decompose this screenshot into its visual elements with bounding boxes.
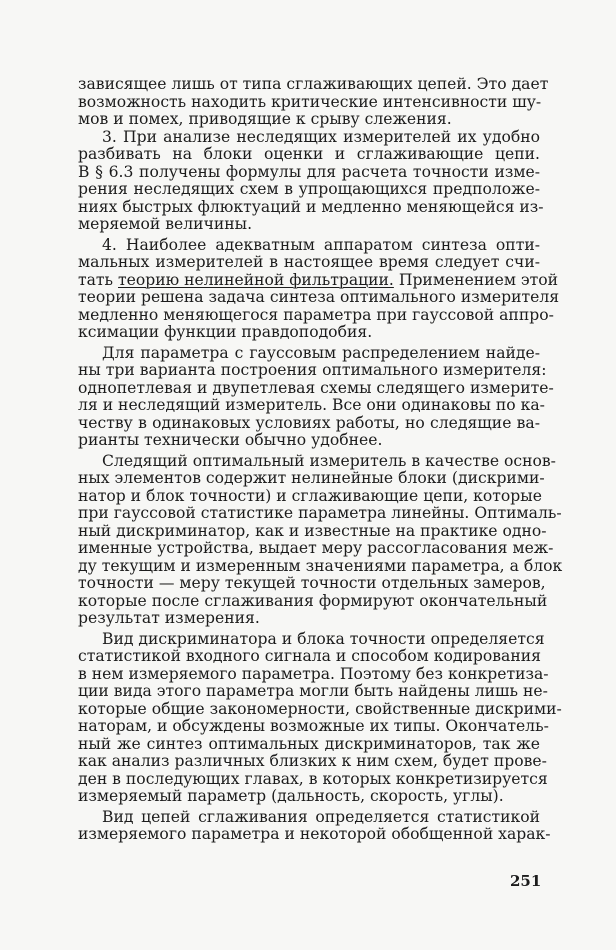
text-line: теории решена задача синтеза оптимального измерителя — [78, 288, 560, 306]
text-line-underlined: тать теорию нелинейной фильтрации. Применением этой — [78, 270, 559, 289]
text-line: при гауссовой статистике параметра линейны. Оптималь- — [78, 504, 562, 522]
paragraph-5 — [78, 451, 563, 628]
text-line: Вид дискриминатора и блока точности определяется — [102, 629, 545, 648]
text-line: в нем измеряемого параметра. Поэтому без конкретиза- — [78, 664, 549, 683]
text-line: натор и блок точности) и сглаживающие цепи, которые — [78, 486, 542, 505]
text-line: однопетлевая и двупетлевая схемы следящего измерите- — [78, 378, 554, 397]
text-line: статистикой входного сигнала и способом кодирования — [78, 647, 541, 665]
text-line: ду текущим и измеренным значениями параметра, а блок — [78, 556, 563, 575]
text-line: медленно меняющегося параметра при гауссовой аппро- — [78, 305, 554, 324]
text-line: честву в одинаковых условиях работы, но следящие ва- — [78, 413, 540, 432]
text-line: ксимации функции правдоподобия. — [78, 323, 373, 341]
text-line: меряемой величины. — [78, 215, 253, 233]
text-line: разбивать на блоки оценки и сглаживающие цепи. — [78, 145, 540, 163]
text-line: 4. Наиболее адекватным аппаратом синтеза опти- — [102, 235, 540, 254]
text-line: ных элементов содержит нелинейные блоки (дискрими- — [78, 469, 545, 487]
text-line: рианты технически обычно удобнее. — [78, 431, 383, 449]
text-line: мов и помех, приводящие к срыву слежения. — [78, 110, 452, 128]
text-line: ны три варианта построения оптимального измерителя: — [78, 361, 547, 379]
text-line: ный дискриминатор, как и известные на практике одно- — [78, 521, 547, 540]
text-line: Для параметра с гауссовым распределением найде- — [102, 343, 540, 362]
text-line: ции вида этого параметра могли быть найдены лишь не- — [78, 682, 548, 700]
text-line: ниях быстрых флюктуаций и медленно меняющейся из- — [78, 197, 544, 216]
text-line: которые после сглаживания формируют окончательный — [78, 591, 548, 610]
paragraph-2 — [78, 127, 544, 234]
text-line: точности — меру текущей точности отдельных замеров, — [78, 574, 546, 592]
text-line: Вид цепей сглаживания определяется статистикой — [102, 807, 540, 826]
paragraph-4 — [78, 343, 554, 450]
text-line: измеряемого параметра и некоторой обобщенной харак- — [78, 825, 551, 843]
paragraph-3 — [78, 235, 560, 342]
text-line: мальных измерителей в настоящее время следует счи- — [78, 253, 540, 271]
paragraph-1 — [78, 75, 549, 129]
text-line: 3. При анализе неследящих измерителей их удобно — [102, 127, 540, 146]
text-line: возможность находить критические интенсивности шу- — [78, 92, 542, 111]
text-line: результат измерения. — [78, 609, 260, 627]
text-line: Следящий оптимальный измеритель в качестве основ- — [102, 451, 556, 470]
text-line: ный же синтез оптимальных дискриминаторов, так же — [78, 734, 540, 753]
paragraph-6 — [78, 629, 562, 806]
text-line: измеряемый параметр (дальность, скорость, углы). — [78, 787, 504, 805]
underlined-phrase: теорию нелинейной фильтрации. — [118, 270, 394, 289]
text-line: рения неследящих схем в упрощающихся предположе- — [78, 180, 540, 198]
text-line: ля и неследящий измеритель. Все они одинаковы по ка- — [78, 396, 545, 414]
paragraph-7 — [78, 807, 551, 844]
page-number: 251 — [510, 872, 542, 890]
text-line: именные устройства, выдает меру рассогласования меж- — [78, 539, 554, 557]
text-line: В § 6.3 получены формулы для расчета точности изме- — [78, 162, 540, 181]
text-line: которые общие закономерности, свойственные дискрими- — [78, 699, 562, 718]
page-body — [78, 75, 563, 844]
text-line: как анализ различных близких к ним схем, будет прове- — [78, 752, 547, 770]
text-line: наторам, и обсуждены возможные их типы. Окончатель- — [78, 717, 549, 735]
text-line: ден в последующих главах, в которых конкретизируется — [78, 769, 548, 788]
text-line: зависящее лишь от типа сглаживающих цепей. Это дает — [78, 75, 549, 93]
